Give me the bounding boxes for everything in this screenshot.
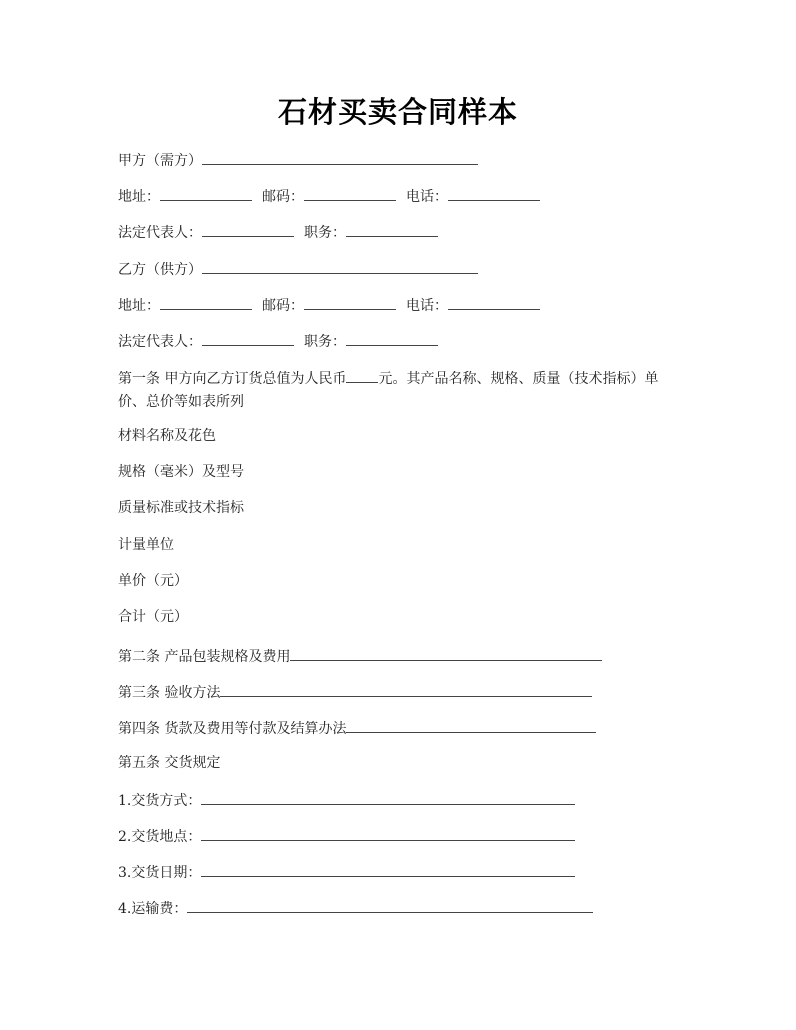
- document-title: 石材买卖合同样本: [277, 95, 518, 129]
- delivery-date-blank[interactable]: [201, 860, 575, 877]
- delivery-freight-blank[interactable]: [187, 896, 593, 913]
- article-3-label: 第三条 验收方法: [118, 685, 221, 701]
- article-3-line: [118, 680, 592, 704]
- buyer-phone-blank[interactable]: [448, 184, 540, 201]
- article-4-line: [118, 716, 596, 740]
- article-2-blank[interactable]: [290, 644, 602, 661]
- buyer-postcode-blank[interactable]: [304, 184, 396, 201]
- seller-phone-blank[interactable]: [448, 293, 540, 310]
- seller-address-blank[interactable]: [160, 293, 252, 310]
- buyer-address-label: 地址：: [118, 189, 160, 205]
- seller-rep-line: [118, 329, 438, 353]
- delivery-method-blank[interactable]: [201, 788, 575, 805]
- item-total: 合计（元）: [118, 609, 188, 625]
- seller-phone-label: 电话：: [406, 298, 448, 314]
- item-unit-price: 单价（元）: [118, 573, 188, 589]
- delivery-freight-label: 4.运输费：: [118, 901, 188, 917]
- buyer-rep-line: [118, 220, 438, 244]
- article-1-tail: 元。其产品名称、规格、质量（技术指标）单价、总价等如表所列: [118, 371, 659, 410]
- buyer-rep-label: 法定代表人：: [118, 225, 202, 241]
- seller-postcode-label: 邮码：: [262, 298, 304, 314]
- article-2-label: 第二条 产品包装规格及费用: [118, 649, 291, 665]
- delivery-place-label: 2.交货地点：: [118, 829, 202, 845]
- delivery-method-label: 1.交货方式：: [118, 793, 202, 809]
- delivery-date-line: [118, 860, 575, 884]
- article-1: [118, 366, 678, 414]
- buyer-position-label: 职务：: [304, 225, 346, 241]
- article-3-blank[interactable]: [220, 680, 592, 697]
- seller-rep-blank[interactable]: [202, 329, 294, 346]
- seller-address-label: 地址：: [118, 298, 160, 314]
- delivery-freight-line: [118, 896, 593, 920]
- item-material-name: 材料名称及花色: [118, 428, 216, 444]
- seller-rep-label: 法定代表人：: [118, 334, 202, 350]
- delivery-place-line: [118, 824, 575, 848]
- delivery-date-label: 3.交货日期：: [118, 865, 202, 881]
- buyer-party-blank[interactable]: [202, 148, 478, 165]
- seller-postcode-blank[interactable]: [304, 293, 396, 310]
- article-5-heading: 第五条 交货规定: [118, 755, 221, 771]
- article-2-line: [118, 644, 602, 668]
- seller-contact-line: [118, 293, 540, 317]
- buyer-party-label: 甲方（需方）: [118, 153, 202, 169]
- seller-party-blank[interactable]: [202, 257, 478, 274]
- article-1-amount-blank[interactable]: [346, 366, 378, 383]
- seller-party-label: 乙方（供方）: [118, 262, 202, 278]
- buyer-phone-label: 电话：: [406, 189, 448, 205]
- buyer-party-line: [118, 148, 478, 172]
- article-4-blank[interactable]: [346, 716, 596, 733]
- delivery-method-line: [118, 788, 575, 812]
- item-quality: 质量标准或技术指标: [118, 500, 244, 516]
- seller-party-line: [118, 257, 478, 281]
- article-4-label: 第四条 货款及费用等付款及结算办法: [118, 721, 347, 737]
- item-spec: 规格（毫米）及型号: [118, 464, 244, 480]
- delivery-place-blank[interactable]: [201, 824, 575, 841]
- article-1-heading: 第一条 甲方向乙方订货总值为人民币: [118, 371, 347, 387]
- seller-position-blank[interactable]: [346, 329, 438, 346]
- buyer-rep-blank[interactable]: [202, 220, 294, 237]
- buyer-address-blank[interactable]: [160, 184, 252, 201]
- buyer-postcode-label: 邮码：: [262, 189, 304, 205]
- buyer-position-blank[interactable]: [346, 220, 438, 237]
- seller-position-label: 职务：: [304, 334, 346, 350]
- item-unit: 计量单位: [118, 537, 174, 553]
- buyer-contact-line: [118, 184, 540, 208]
